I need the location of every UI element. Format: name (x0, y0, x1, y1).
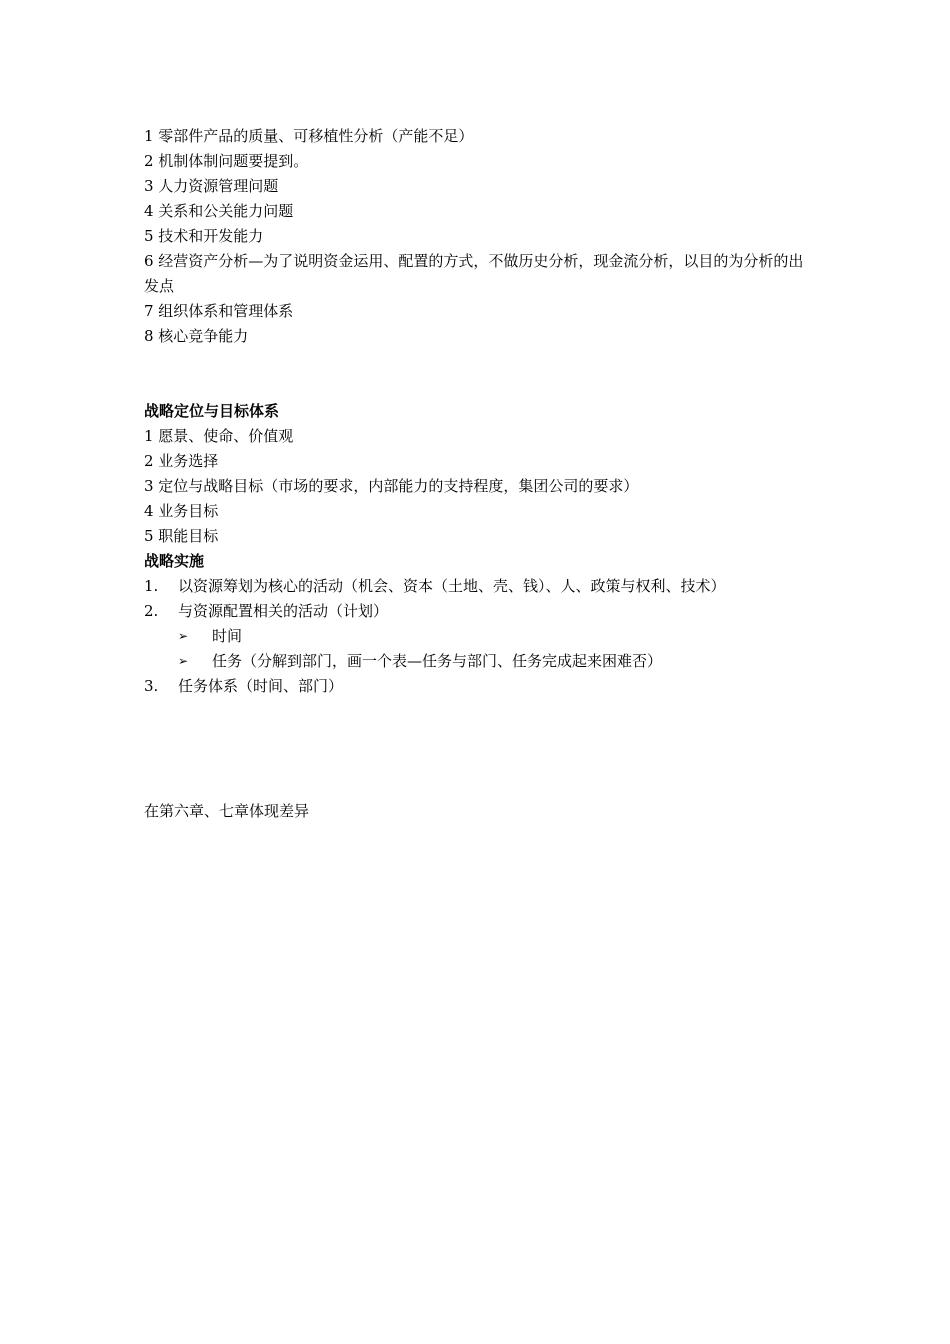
numbered-item (144, 674, 814, 699)
item-text: 与资源配置相关的活动（计划） (178, 602, 389, 620)
list-item: 1 愿景、使命、价值观 (144, 427, 294, 445)
item-number: 3. (144, 677, 159, 695)
implementation-section (144, 549, 814, 699)
list-item: 6 经营资产分析—为了说明资金运用、配置的方式，不做历史分析，现金流分析，以目的为分析的出发点 (144, 252, 804, 295)
list-item: 3 人力资源管理问题 (144, 177, 279, 195)
list-item: 4 关系和公关能力问题 (144, 202, 294, 220)
item-number: 2. (144, 602, 159, 620)
item-text: 任务（分解到部门，画一个表—任务与部门、任务完成起来困难否） (212, 652, 663, 670)
list-item: 3 定位与战略目标（市场的要求，内部能力的支持程度，集团公司的要求） (144, 477, 639, 495)
list-item: 2 机制体制问题要提到。 (144, 152, 309, 170)
bullet-item (144, 649, 814, 674)
positioning-section (144, 399, 814, 549)
item-text: 以资源筹划为核心的活动（机会、资本（土地、壳、钱）、人、政策与权利、技术） (178, 577, 726, 595)
item-number: 1. (144, 577, 159, 595)
list-item: 2 业务选择 (144, 452, 219, 470)
list-item: 5 职能目标 (144, 527, 219, 545)
numbered-item (144, 599, 814, 624)
list-item: 8 核心竞争能力 (144, 327, 249, 345)
document-body (144, 124, 814, 824)
bullet-item (144, 624, 814, 649)
arrow-bullet-icon: ➢ (178, 654, 189, 668)
analysis-list (144, 124, 814, 349)
numbered-item (144, 574, 814, 599)
list-item: 7 组织体系和管理体系 (144, 302, 294, 320)
list-item: 4 业务目标 (144, 502, 219, 520)
section-heading: 战略定位与目标体系 (144, 402, 280, 420)
spacer (144, 349, 814, 399)
footer-note: 在第六章、七章体现差异 (144, 802, 310, 820)
list-item: 1 零部件产品的质量、可移植性分析（产能不足） (144, 127, 474, 145)
arrow-bullet-icon: ➢ (178, 629, 189, 643)
spacer (144, 699, 814, 799)
item-text: 时间 (212, 627, 243, 645)
item-text: 任务体系（时间、部门） (178, 677, 344, 695)
list-item: 5 技术和开发能力 (144, 227, 264, 245)
section-heading: 战略实施 (144, 552, 205, 570)
